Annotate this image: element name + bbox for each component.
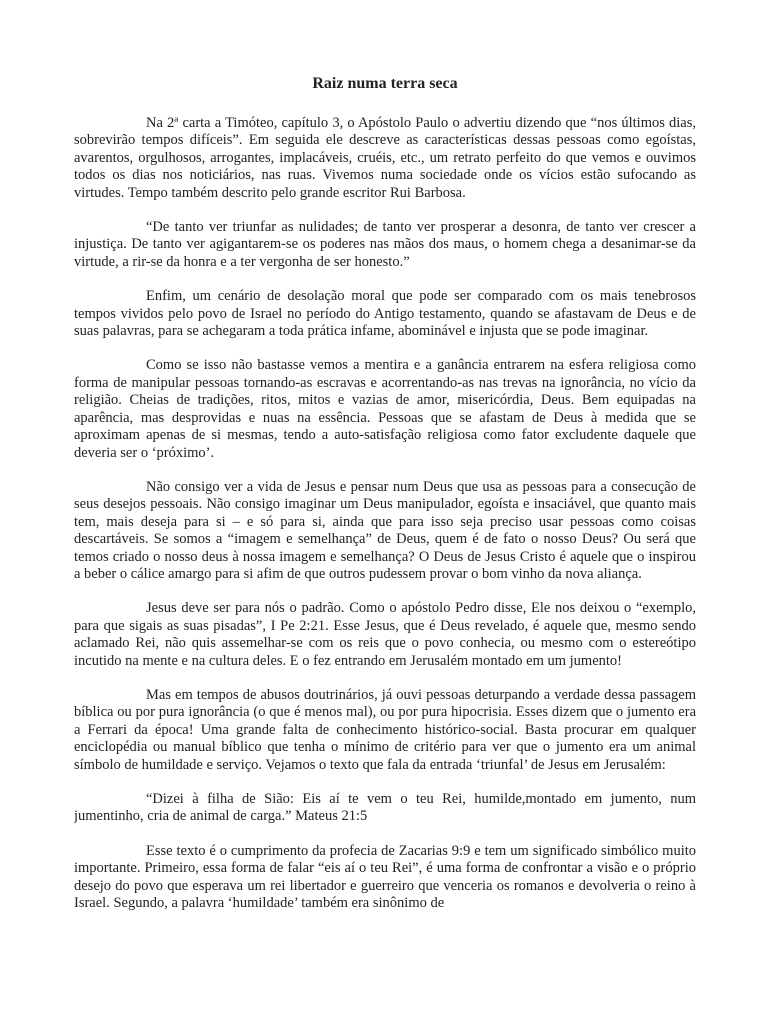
paragraph-9: Esse texto é o cumprimento da profecia de Zacarias 9:9 e tem um significado simbólico muito importante. Primeiro, essa forma de falar “eis aí o teu Rei”, é uma forma de confrontar a visão e o próprio desejo do povo que esperava um rei libertador e guerreiro que venceria os romanos e devolveria o reino à Israel. Segundo, a palavra ‘humildade’ também era sinônimo de [74,842,696,912]
document-page [74,0,696,1024]
paragraph-7: Mas em tempos de abusos doutrinários, já ouvi pessoas deturpando a verdade dessa passagem bíblica ou por pura ignorância (o que é menos mal), ou por pura hipocrisia. Esses dizem que o jumento era a Ferrari da época! Uma grande falta de conhecimento histórico-social. Basta procurar em qualquer enciclopédia ou manual bíblico que tenha o mínimo de critério para ver que o jumento era um animal símbolo de humildade e serviço. Vejamos o texto que fala da entrada ‘triunfal’ de Jesus em Jerusalém: [74,686,696,773]
paragraph-1: Na 2ª carta a Timóteo, capítulo 3, o Apóstolo Paulo o advertiu dizendo que “nos últimos dias, sobrevirão tempos difíceis”. Em seguida ele descreve as características dessas pessoas como egoístas, avarentos, orgulhosos, arrogantes, implacáveis, cruéis, etc., um retrato perfeito do que vemos e ouvimos todos os dias nos noticiários, nas ruas. Vivemos numa sociedade onde os vícios estão sufocando as virtudes. Tempo também descrito pelo grande escritor Rui Barbosa. [74,115,696,201]
paragraph-6: Jesus deve ser para nós o padrão. Como o apóstolo Pedro disse, Ele nos deixou o “exemplo, para que sigais as suas pisadas”, I Pe 2:21. Esse Jesus, que é Deus revelado, é aquele que, mesmo sendo aclamado Rei, não quis assemelhar-se com os reis que o povo conhecia, ou mesmo com o estereótipo incutido na mente e na cultura deles. E o fez entrando em Jerusalém montado em um jumento! [74,600,696,669]
paragraph-8-quote-mateus: “Dizei à filha de Sião: Eis aí te vem o teu Rei, humilde,montado em jumento, num jumentinho, cria de animal de carga.” Mateus 21:5 [74,791,696,825]
paragraph-5: Não consigo ver a vida de Jesus e pensar num Deus que usa as pessoas para a consecução de seus desejos pessoais. Não consigo imaginar um Deus manipulador, egoísta e insaciável, que quanto mais tem, mais deseja para si – e só para si, ainda que para isso seja preciso usar pessoas como coisas descartáveis. Se somos a “imagem e semelhança” de Deus, quem é de fato o nosso Deus? Ou será que temos criado o nosso deus à nossa imagem e semelhança? O Deus de Jesus Cristo é aquele que o inspirou a beber o cálice amargo para si afim de que outros pudessem provar o bom vinho da nova aliança. [74,478,696,582]
document-title: Raiz numa terra seca [312,75,458,92]
paragraph-3: Enfim, um cenário de desolação moral que pode ser comparado com os mais tenebrosos tempos vividos pelo povo de Israel no período do Antigo testamento, quando se afastavam de Deus e de suas palavras, para se achegaram a toda prática infame, abominável e injusta que se pode imaginar. [74,288,696,340]
paragraph-4: Como se isso não bastasse vemos a mentira e a ganância entrarem na esfera religiosa como forma de manipular pessoas tornando-as escravas e acorrentando-as nas trevas na ignorância, no vício da religião. Cheias de tradições, ritos, mitos e vazias de amor, misericórdia, Deus. Bem equipadas na aparência, mas desprovidas e nuas na essência. Pessoas que se afastam de Deus à medida que se aproximam apenas de si mesmas, tendo a auto-satisfação religiosa como fator excludente daquele que deveria ser o ‘próximo’. [74,357,696,461]
paragraph-2-quote-rui-barbosa: “De tanto ver triunfar as nulidades; de tanto ver prosperar a desonra, de tanto ver crescer a injustiça. De tanto ver agigantarem-se os poderes nas mãos dos maus, o homem chega a desanimar-se da virtude, a rir-se da honra e a ter vergonha de ser honesto.” [74,219,696,270]
